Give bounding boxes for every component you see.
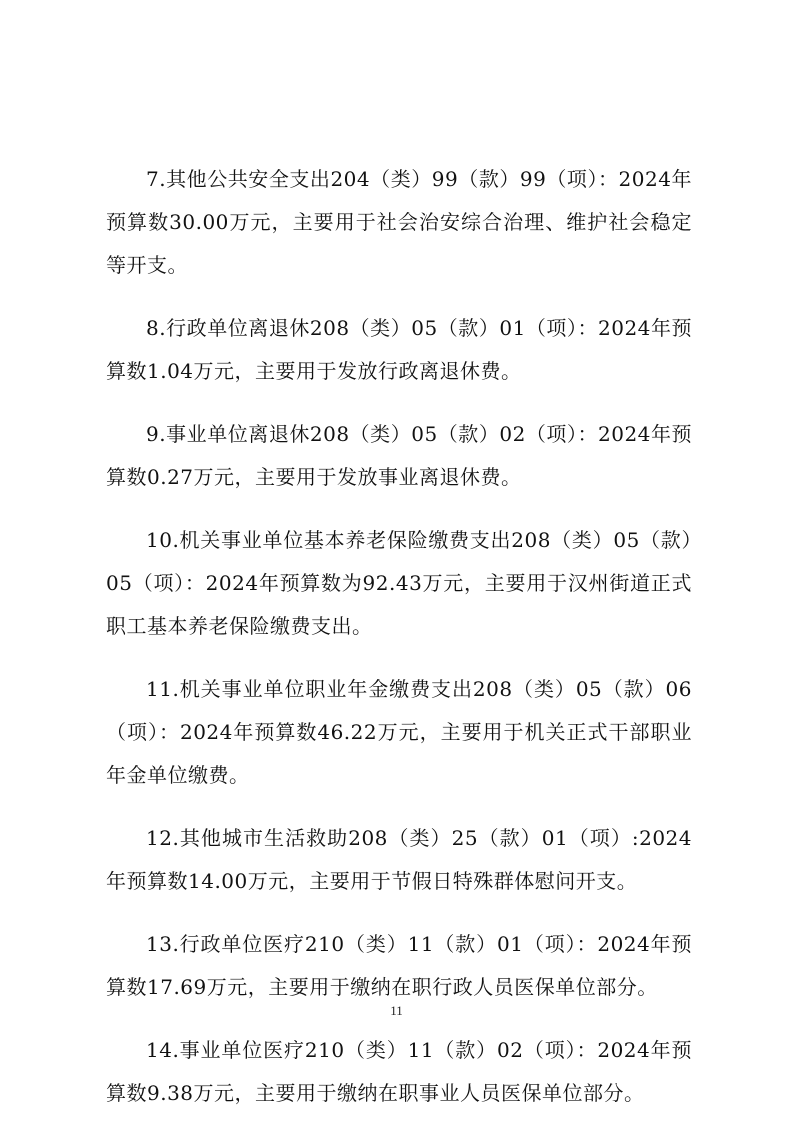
paragraph-item-8: 8.行政单位离退休208（类）05（款）01（项）：2024年预算数1.04万元，主要用于发放行政离退休费。 xyxy=(106,316,692,383)
paragraph-item-10: 10.机关事业单位基本养老保险缴费支出208（类）05（款）05（项）：2024年预算数为92.43万元，主要用于汉州街道正式职工基本养老保险缴费支出。 xyxy=(106,528,692,638)
paragraph-item-7: 7.其他公共安全支出204（类）99（款）99（项）：2024年预算数30.00万元，主要用于社会治安综合治理、维护社会稳定等开支。 xyxy=(106,167,692,277)
paragraph-item-12: 12.其他城市生活救助208（类）25（款）01（项）:2024年预算数14.00万元，主要用于节假日特殊群体慰问开支。 xyxy=(106,826,692,893)
paragraph-item-14: 14.事业单位医疗210（类）11（款）02（项）：2024年预算数9.38万元，主要用于缴纳在职事业人员医保单位部分。 xyxy=(106,1038,692,1105)
document-body xyxy=(106,158,692,1135)
paragraph-item-13: 13.行政单位医疗210（类）11（款）01（项）：2024年预算数17.69万元，主要用于缴纳在职行政人员医保单位部分。 xyxy=(106,932,692,999)
paragraph-item-9: 9.事业单位离退休208（类）05（款）02（项）：2024年预算数0.27万元，主要用于发放事业离退休费。 xyxy=(106,422,692,489)
paragraph-item-11: 11.机关事业单位职业年金缴费支出208（类）05（款）06（项）：2024年预算数46.22万元，主要用于机关正式干部职业年金单位缴费。 xyxy=(106,677,692,787)
page-number: 11 xyxy=(390,1003,403,1018)
